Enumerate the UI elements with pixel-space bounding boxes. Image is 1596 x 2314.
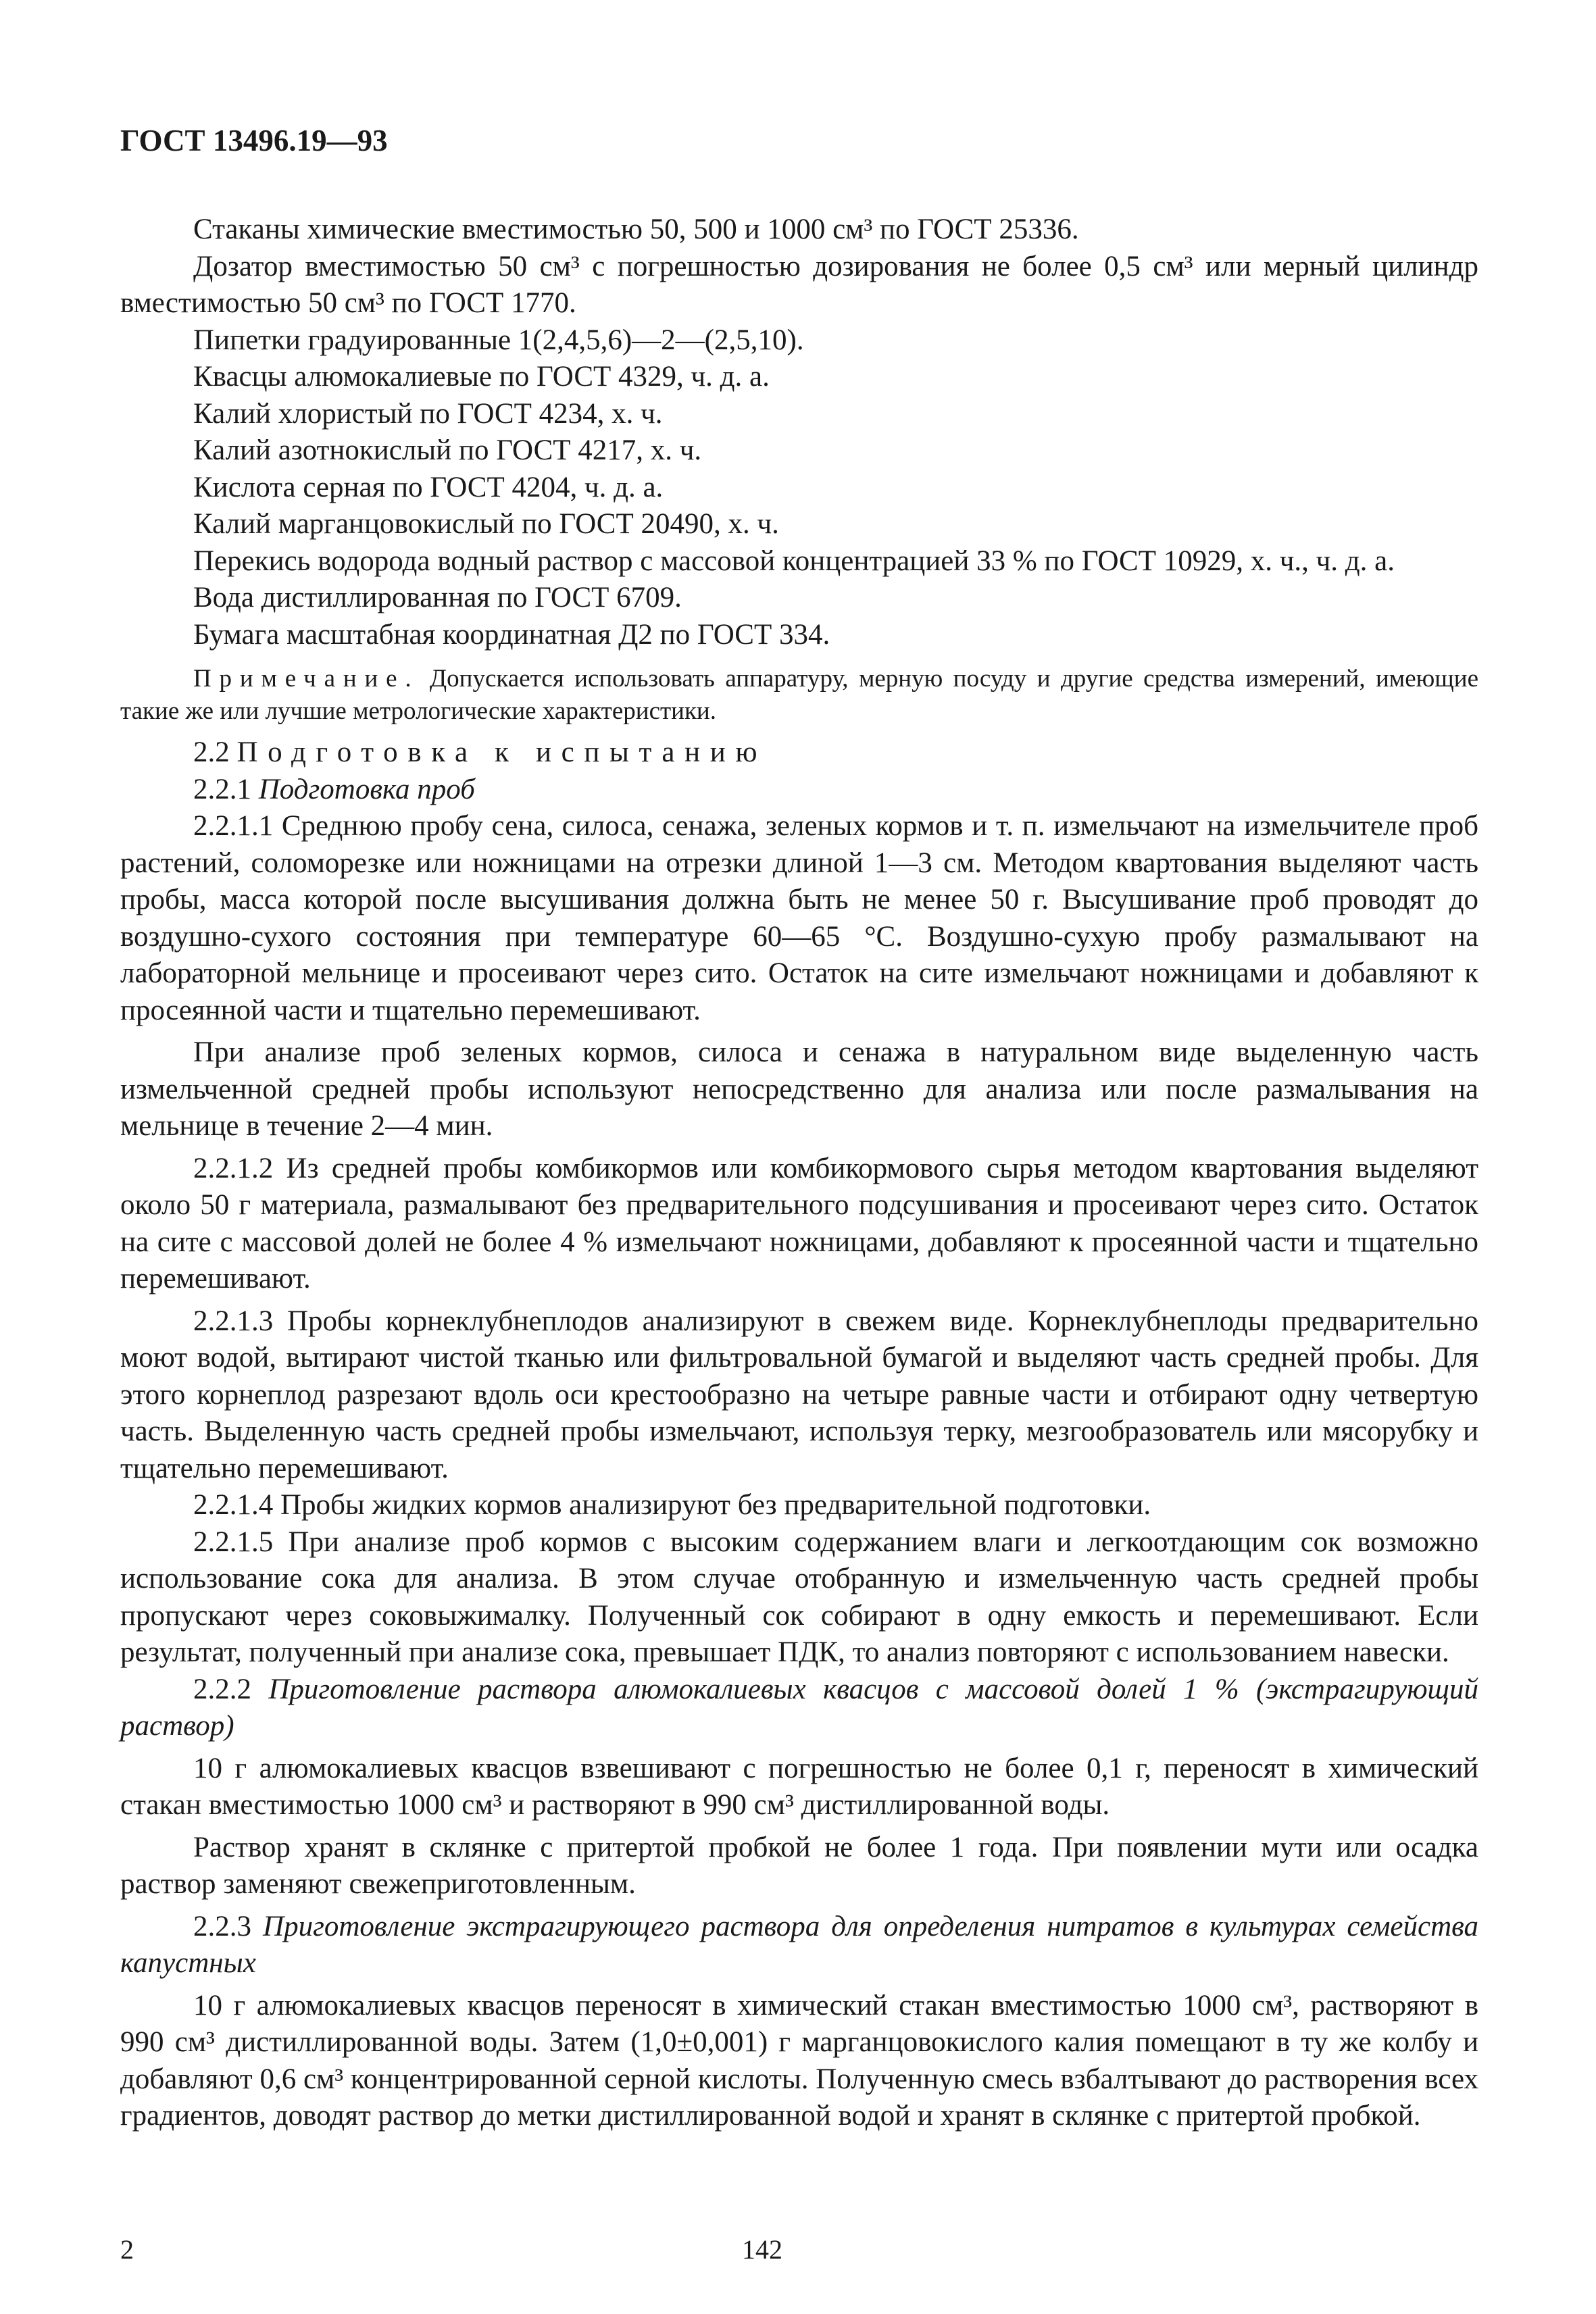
section-heading-2-2-2 — [120, 1671, 1478, 1745]
paragraph: При анализе проб зеленых кормов, силоса и сенажа в натуральном виде выделенную часть измельченной средней пробы используют непосредственно для анализа или после размалывания на мельнице в течение 2—4 мин. — [120, 1036, 1478, 1142]
section-number: 2.2.1 — [193, 773, 251, 805]
section-title: Подготовка к испытанию — [236, 736, 768, 768]
section-heading-2-2 — [120, 734, 1478, 772]
section-title: Приготовление экстрагирующего раствора для определения нитратов в культурах семейства капустных — [120, 1910, 1479, 1979]
note-text: Допускается использовать аппаратуру, мерную посуду и другие средства измерений, имеющие такие же или лучшие метрологические характеристики. — [120, 665, 1478, 725]
section-heading-2-2-1 — [120, 772, 1478, 809]
paragraph: 10 г алюмокалиевых квасцов взвешивают с погрешностью не более 0,1 г, переносят в химический стакан вместимостью 1000 см³ и растворяют в 990 см³ дистиллированной воды. — [120, 1752, 1478, 1821]
document-body — [120, 211, 1478, 2135]
equipment-item: Стаканы химические вместимостью 50, 500 и 1000 см³ по ГОСТ 25336. — [193, 213, 1079, 245]
equipment-item: Калий хлористый по ГОСТ 4234, х. ч. — [193, 397, 663, 430]
section-heading-2-2-3 — [120, 1909, 1478, 1982]
section-number: 2.2 — [193, 736, 230, 768]
equipment-item: Кислота серная по ГОСТ 4204, ч. д. а. — [193, 471, 664, 503]
paragraph: 2.2.1.4 Пробы жидких кормов анализируют без предварительной подготовки. — [193, 1489, 1151, 1521]
equipment-item: Калий азотнокислый по ГОСТ 4217, х. ч. — [193, 434, 702, 466]
equipment-item: Дозатор вместимостью 50 см³ с погрешностью дозирования не более 0,5 см³ или мерный цилиндр вместимостью 50 см³ по ГОСТ 1770. — [120, 250, 1478, 319]
page-number-left: 2 — [120, 2234, 134, 2265]
equipment-item: Бумага масштабная координатная Д2 по ГОСТ 334. — [193, 618, 830, 651]
document-header — [120, 122, 388, 159]
paragraph: 2.2.1.2 Из средней пробы комбикормов или комбикормового сырья методом квартования выделяют около 50 г материала, размалывают без предварительного подсушивания и просеивают через сито. Остаток на сите с массовой долей не более 4 % измельчают ножницами, добавляют к просеянной части и тщательно перемешивают. — [120, 1152, 1478, 1294]
equipment-item: Пипетки градуированные 1(2,4,5,6)—2—(2,5,10). — [193, 324, 804, 356]
equipment-item: Квасцы алюмокалиевые по ГОСТ 4329, ч. д. а. — [193, 361, 770, 393]
paragraph: Раствор хранят в склянке с притертой пробкой не более 1 года. При появлении мути или осадка раствор заменяют свежеприготовленным. — [120, 1831, 1478, 1900]
paragraph: 2.2.1.1 Среднюю пробу сена, силоса, сенажа, зеленых кормов и т. п. измельчают на измельчителе проб растений, соломорезке или ножницами на отрезки длиной 1—3 см. Методом квартования выделяют часть пробы, масса которой после высушивания должна быть не менее 50 г. Высушивание проб проводят до воздушно-сухого состояния при температуре 60—65 °С. Воздушно-сухую пробу размалывают на лабораторной мельнице и просеивают через сито. Остаток на сите измельчают ножницами и добавляют к просеянной части и тщательно перемешивают. — [120, 810, 1478, 1026]
note-label: Примечание. — [193, 665, 420, 693]
section-number: 2.2.3 — [193, 1910, 251, 1942]
page-number-center: 142 — [742, 2234, 782, 2265]
equipment-item: Вода дистиллированная по ГОСТ 6709. — [193, 582, 682, 613]
document-id: ГОСТ 13496.19—93 — [120, 124, 388, 157]
note — [120, 663, 1478, 728]
paragraph: 2.2.1.3 Пробы корнеклубнеплодов анализируют в свежем виде. Корнеклубнеплоды предварительно моют водой, вытирают чистой тканью или фильтровальной бумагой и выделяют часть средней пробы. Для этого корнеплод разрезают вдоль оси крестообразно на четыре равные части и отбирают одну четвертую часть. Выделенную часть средней пробы измельчают, используя терку, мезгообразователь или мясорубку и тщательно перемешивают. — [120, 1305, 1478, 1484]
section-title: Подготовка проб — [258, 773, 475, 805]
paragraph: 10 г алюмокалиевых квасцов переносят в химический стакан вместимостью 1000 см³, растворяют в 990 см³ дистиллированной воды. Затем (1,0±0,001) г марганцовокислого калия помещают в ту же колбу и добавляют 0,6 см³ концентрированной серной кислоты. Полученную смесь взбалтывают до растворения всех градиентов, доводят раствор до метки дистиллированной водой и хранят в склянке с притертой пробкой. — [120, 1989, 1478, 2132]
section-number: 2.2.2 — [193, 1673, 251, 1705]
paragraph: 2.2.1.5 При анализе проб кормов с высоким содержанием влаги и легкоотдающим сок возможно использование сока для анализа. В этом случае отобранную и измельченную часть средней пробы пропускают через соковыжималку. Полученный сок собирают в одну емкость и перемешивают. Если результат, полученный при анализе сока, превышает ПДК, то анализ повторяют с использованием навески. — [120, 1526, 1478, 1668]
equipment-item: Калий марганцовокислый по ГОСТ 20490, х. ч. — [193, 508, 779, 540]
section-title: Приготовление раствора алюмокалиевых квасцов с массовой долей 1 % (экстрагирующий раствор) — [120, 1673, 1479, 1742]
equipment-item: Перекись водорода водный раствор с массовой концентрацией 33 % по ГОСТ 10929, х. ч., ч. д. а. — [193, 545, 1395, 577]
